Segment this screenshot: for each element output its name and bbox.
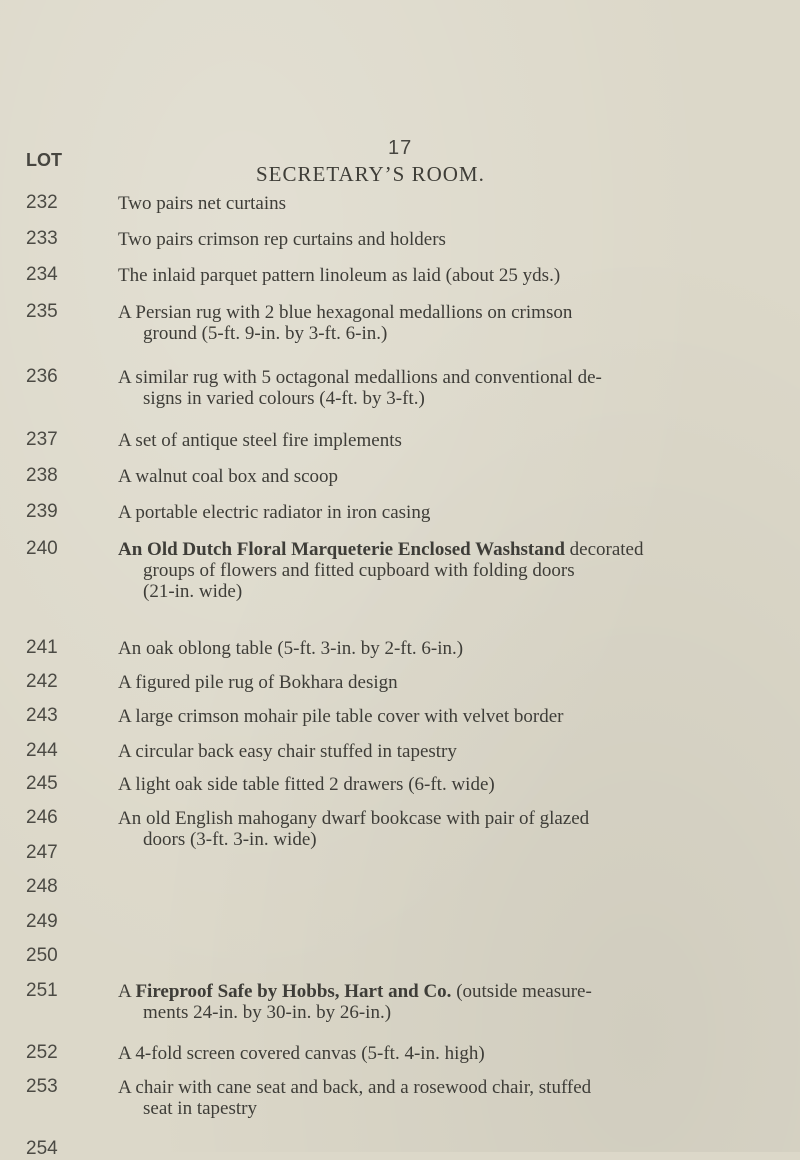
lot-description: A large crimson mohair pile table cover with velvet border [118,706,564,727]
lot-number: 232 [26,192,58,213]
lot-description: A figured pile rug of Bokhara design [118,672,398,693]
lot-description: The inlaid parquet pattern linoleum as laid (about 25 yds.) [118,265,561,286]
lot-number: 237 [26,429,58,450]
lot-number: 243 [26,705,58,726]
page-number: 17 [388,137,413,159]
lot-description: A similar rug with 5 octagonal medallions and conventional de- signs in varied colours (4-ft. by 3-ft.) [118,367,602,409]
lot-number: 239 [26,501,58,522]
lot-number: 242 [26,671,58,692]
lot-number: 248 [26,876,58,897]
page-title: SECRETARY’S ROOM. [256,162,485,186]
lot-number: 240 [26,538,58,559]
lot-number: 246 [26,807,58,828]
lot-number: 238 [26,465,58,486]
lot-description: A light oak side table fitted 2 drawers (6-ft. wide) [118,774,495,795]
lot-number: 247 [26,842,58,863]
lot-number: 234 [26,264,58,285]
lot-number: 250 [26,945,58,966]
lot-description: An old English mahogany dwarf bookcase with pair of glazed doors (3-ft. 3-in. wide) [118,808,590,850]
lot-description: A portable electric radiator in iron casing [118,502,431,523]
lot-number: 251 [26,980,58,1001]
lot-description: A set of antique steel fire implements [118,430,402,451]
lot-description: An Old Dutch Floral Marqueterie Enclosed Washstand decorated groups of flowers and fitted cupboard with folding doors (21-in. wide) [118,539,644,602]
lot-number: 253 [26,1076,58,1097]
lot-description: A Persian rug with 2 blue hexagonal medallions on crimson ground (5-ft. 9-in. by 3-ft. 6-in.) [118,302,573,344]
lot-description: A circular back easy chair stuffed in tapestry [118,741,457,762]
lot-description: A Fireproof Safe by Hobbs, Hart and Co. (outside measure- ments 24-in. by 30-in. by 26-in.) [118,981,592,1023]
lot-description: Two pairs crimson rep curtains and holders [118,229,446,250]
lot-number: 254 [26,1138,58,1159]
lot-number: 241 [26,637,58,658]
lot-number: 245 [26,773,58,794]
lot-column-header: LOT [26,150,62,170]
lot-number: 235 [26,301,58,322]
lot-description: A walnut coal box and scoop [118,466,339,487]
lot-description: A chair with cane seat and back, and a rosewood chair, stuffed seat in tapestry [118,1077,592,1119]
lot-description: A 4-fold screen covered canvas (5-ft. 4-in. high) [118,1043,485,1064]
lot-description: An oak oblong table (5-ft. 3-in. by 2-ft. 6-in.) [118,638,464,659]
lot-number: 252 [26,1042,58,1063]
lot-description: Two pairs net curtains [118,193,287,214]
lot-number: 233 [26,228,58,249]
lot-number: 249 [26,911,58,932]
lot-number: 244 [26,740,58,761]
lot-number: 236 [26,366,58,387]
